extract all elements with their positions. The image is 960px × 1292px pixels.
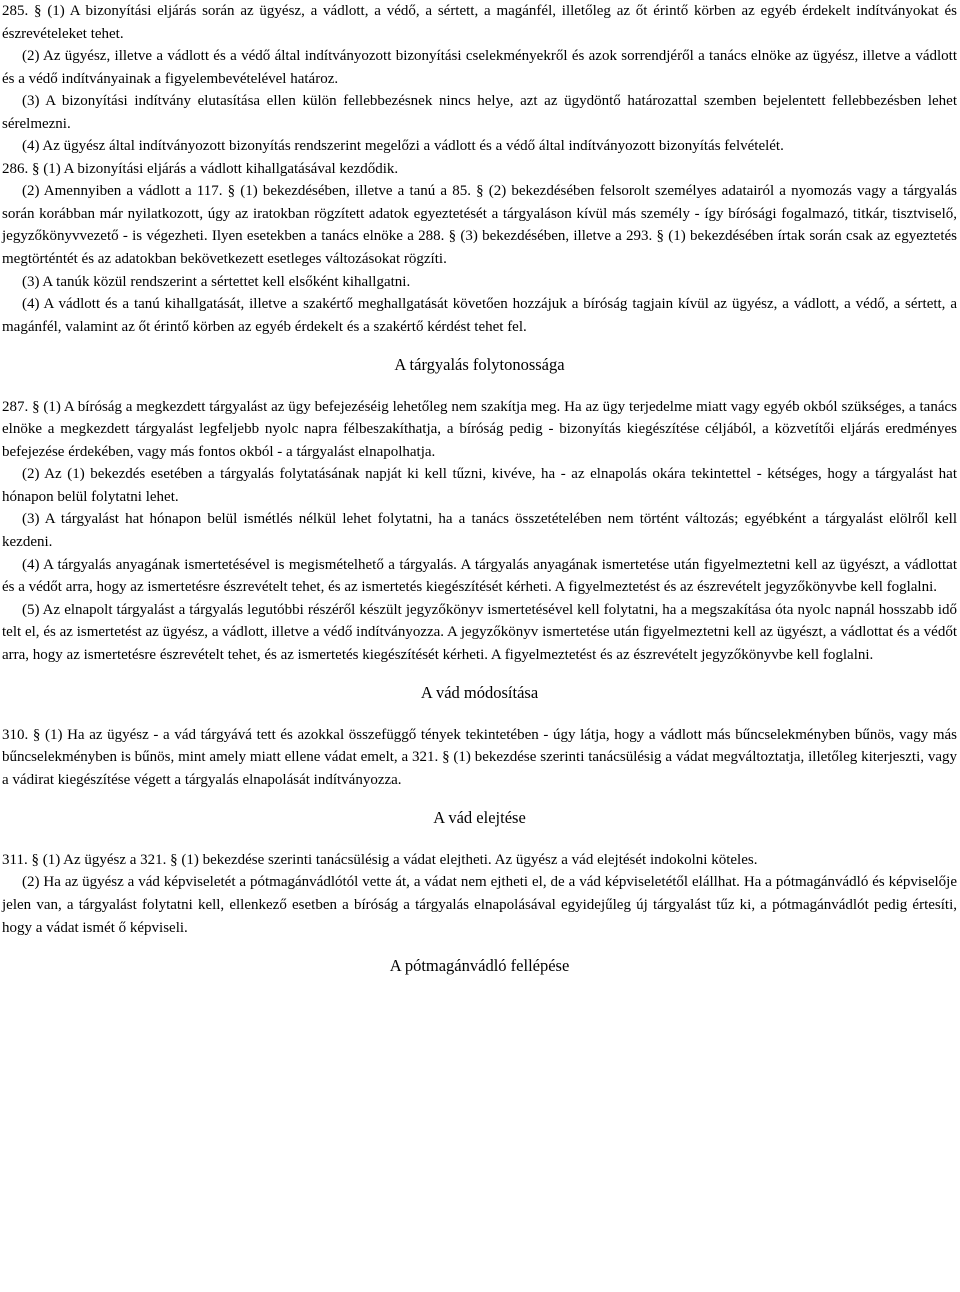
paragraph-311-1: 311. § (1) Az ügyész a 321. § (1) bekezdése szerinti tanácsülésig a vádat elejtheti. Az ügyész a vád elejtését indokolni köteles. bbox=[2, 851, 758, 868]
paragraph-310-1: 310. § (1) Ha az ügyész - a vád tárgyává tett és azokkal összefüggő tények tekintetében - úgy látja, hogy a vádlott más bűncselekményben bűnös, vagy más bűncselekményben is bűnös, mint amely miatt ellene vádat emelt, a 321. § (1) bekezdése szerinti tanácsülésig a vádat megváltoztatja, illetőleg kiterjeszti, vagy a vádirat kiegészítése végett a tárgyalás elnapolását indítványozza. bbox=[2, 726, 957, 788]
paragraph-285-3: (3) A bizonyítási indítvány elutasítása ellen külön fellebbezésnek nincs helye, azt az ügydöntő határozattal szemben bejelentett fellebbezésben lehet sérelmezni. bbox=[2, 93, 957, 132]
paragraph-286-4: (4) A vádlott és a tanú kihallgatását, illetve a szakértő meghallgatását követően hozzájuk a bíróság tagjain kívül az ügyész, a vádlott, a védő, a sértett, a magánfél, valamint az őt érintő körben az egyéb érdekelt és a szakértő kérdést tehet fel. bbox=[2, 296, 957, 335]
paragraph-285-4: (4) Az ügyész által indítványozott bizonyítás rendszerint megelőzi a vádlott és a védő által indítványozott bizonyítás felvételét. bbox=[22, 138, 784, 155]
paragraph-287-5: (5) Az elnapolt tárgyalást a tárgyalás legutóbbi részéről készült jegyzőkönyv ismertetésével kell folytatni, ha a megszakítása óta nyolc napnál hosszabb idő telt el, és az ismertetést az ügyész, a vádlott, illetve a védő indítványozza. A jegyzőkönyv ismertetése után figyelmeztetni kell az ügyészt, a vádlottat és a védőt arra, hogy az ismertetésre észrevételt tehet, és az ismertetés kiegészítését kérheti. A figyelmeztetést és az észrevételt jegyzőkönyvbe kell foglalni. bbox=[2, 601, 957, 663]
paragraph-285-1: 285. § (1) A bizonyítási eljárás során az ügyész, a vádlott, a védő, a sértett, a magánfél, illetőleg az őt érintő körben az egyéb érdekelt indítványokat és észrevételeket tehet. bbox=[2, 3, 957, 42]
section-heading-folytonossag: A tárgyalás folytonossága bbox=[394, 355, 565, 375]
paragraph-287-3: (3) A tárgyalást hat hónapon belül ismétlés nélkül lehet folytatni, ha a tanács összetételében nem történt változás; egyébként a tárgyalást elölről kell kezdeni. bbox=[2, 511, 957, 550]
paragraph-311-2: (2) Ha az ügyész a vád képviseletét a pótmagánvádlótól vette át, a vádat nem ejtheti el, de a vád képviseletétől elállhat. Ha a pótmagánvádló és képviselője jelen van, a tárgyalást folytatni kell, ellenkező esetben a bíróság a tárgyalás elnapolásával egyidejűleg új tárgyalást tűz ki, a pótmagánvádlót pedig értesíti, hogy a vádat ismét ő képviseli. bbox=[2, 874, 957, 936]
section-heading-vad-elejtese: A vád elejtése bbox=[433, 808, 526, 828]
paragraph-286-1: 286. § (1) A bizonyítási eljárás a vádlott kihallgatásával kezdődik. bbox=[2, 160, 399, 177]
section-heading-vad-modositasa: A vád módosítása bbox=[420, 683, 539, 703]
paragraph-285-2: (2) Az ügyész, illetve a vádlott és a védő által indítványozott bizonyítási cselekményekről és azok sorrendjéről a tanács elnöke az ügyész, illetve a vádlott és a védő indítványainak a figyelembevételével határoz. bbox=[2, 48, 957, 87]
paragraph-287-1: 287. § (1) A bíróság a megkezdett tárgyalást az ügy befejezéséig lehetőleg nem szakítja meg. Ha az ügy terjedelme miatt vagy egyéb okból szükséges, a tanács elnöke a megkezdett tárgyalást legfeljebb nyolc napra félbeszakíthatja, a bíróság pedig - bizonyítás kiegészítése céljából, a közvetítői eljárás eredményes befejezése érdekében, vagy más fontos okból - a tárgyalást elnapolhatja. bbox=[2, 398, 957, 460]
paragraph-287-4: (4) A tárgyalás anyagának ismertetésével is megismételhető a tárgyalás. A tárgyalás anyagának ismertetése után figyelmeztetni kell az ügyészt, a vádlottat és a védőt arra, hogy az ismertetésre észrevételt tehet, és az ismertetés kiegészítését kérheti. A figyelmeztetést és az észrevételt jegyzőkönyvbe kell foglalni. bbox=[2, 556, 957, 596]
section-heading-potmaganvadlo: A pótmagánvádló fellépése bbox=[389, 956, 570, 976]
paragraph-287-2: (2) Az (1) bekezdés esetében a tárgyalás folytatásának napját ki kell tűzni, kivéve, ha - az elnapolás okára tekintettel - kétséges, hogy a tárgyalást hat hónapon belül folytatni lehet. bbox=[2, 466, 957, 505]
paragraph-286-3: (3) A tanúk közül rendszerint a sértettet kell elsőként kihallgatni. bbox=[22, 273, 411, 290]
paragraph-286-2: (2) Amennyiben a vádlott a 117. § (1) bekezdésében, illetve a tanú a 85. § (2) bekezdésében felsorolt személyes adatairól a nyomozás vagy a tárgyalás során korábban már nyilatkozott, úgy az iratokban rögzített adatok egyeztetését a tárgyaláson kívül más személy - így bírósági fogalmazó, titkár, tisztviselő, jegyzőkönyvvezető - is végezheti. Ilyen esetekben a tanács elnöke a 288. § (3) bekezdésében, illetve a 293. § (1) bekezdésében írtak során csak az egyeztetés megtörténtét és az adatokban bekövetkezett esetleges változásokat rögzíti. bbox=[2, 183, 957, 268]
